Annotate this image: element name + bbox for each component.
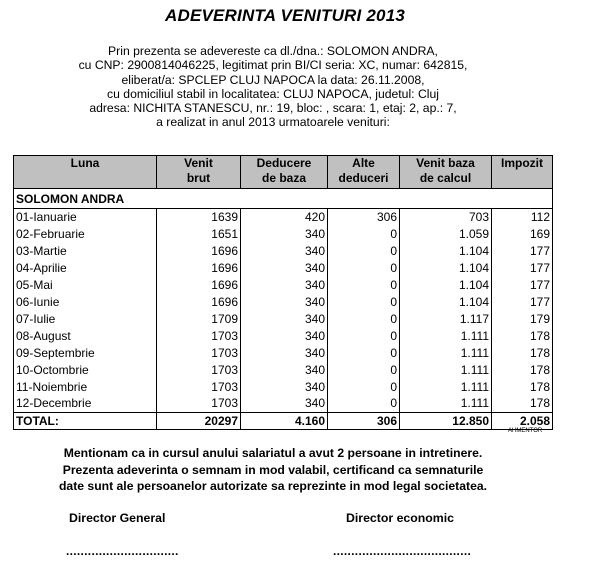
cell-other-deductions: 0 xyxy=(328,260,400,277)
cell-taxable-base: 1.104 xyxy=(400,260,492,277)
cell-tax: 177 xyxy=(492,260,553,277)
cell-month: 07-Iulie xyxy=(14,311,157,328)
cell-gross-income: 1703 xyxy=(157,345,241,362)
cell-other-deductions: 0 xyxy=(328,362,400,379)
cell-month: 08-August xyxy=(14,328,157,345)
document-title: ADEVERINTA VENITURI 2013 xyxy=(164,6,406,25)
cell-basic-deduction: 340 xyxy=(241,379,328,396)
cell-taxable-base: 1.059 xyxy=(400,226,492,243)
cell-other-deductions: 0 xyxy=(328,328,400,345)
table-row xyxy=(14,277,553,294)
cell-gross-income: 1703 xyxy=(157,396,241,413)
cell-tax: 177 xyxy=(492,294,553,311)
cell-month: 05-Mai xyxy=(14,277,157,294)
table-row xyxy=(14,396,553,413)
cell-other-deductions: 0 xyxy=(328,294,400,311)
cell-basic-deduction: 420 xyxy=(241,209,328,226)
cell-taxable-base: 1.104 xyxy=(400,294,492,311)
cell-tax: 177 xyxy=(492,243,553,260)
cell-taxable-base: 1.111 xyxy=(400,328,492,345)
cell-basic-deduction: 340 xyxy=(241,260,328,277)
table-row xyxy=(14,243,553,260)
cell-basic-deduction: 340 xyxy=(241,328,328,345)
cell-taxable-base: 1.111 xyxy=(400,345,492,362)
cell-tax: 178 xyxy=(492,396,553,413)
column-header-basic-deduction: Deducere de baza xyxy=(241,156,328,189)
intro-line: eliberat/a: SPCLEP CLUJ NAPOCA la data: 26.11.2008, xyxy=(121,72,425,87)
cell-tax: 178 xyxy=(492,345,553,362)
cell-taxable-base: 1.117 xyxy=(400,311,492,328)
cell-basic-deduction: 340 xyxy=(241,226,328,243)
cell-other-deductions: 306 xyxy=(328,209,400,226)
table-row xyxy=(14,345,553,362)
intro-line: a realizat in anul 2013 urmatoarele venituri: xyxy=(156,115,390,130)
cell-taxable-base: 703 xyxy=(400,209,492,226)
total-other-deductions: 306 xyxy=(328,413,400,430)
column-header-taxable-base: Venit baza de calcul xyxy=(400,156,492,189)
cell-gross-income: 1696 xyxy=(157,260,241,277)
cell-basic-deduction: 340 xyxy=(241,277,328,294)
cell-other-deductions: 0 xyxy=(328,277,400,294)
column-header-month: Luna xyxy=(14,156,157,189)
cell-gross-income: 1703 xyxy=(157,328,241,345)
cell-tax: 178 xyxy=(492,362,553,379)
note-line: Mentionam ca in cursul anului salariatul a avut 2 persoane in intretinere. xyxy=(63,446,483,460)
signature-title-director-general: Director General xyxy=(69,511,166,525)
watermark-small: AHMENTOR xyxy=(508,428,543,434)
cell-month: 02-Februarie xyxy=(14,226,157,243)
table-row xyxy=(14,311,553,328)
cell-month: 09-Septembrie xyxy=(14,345,157,362)
cell-taxable-base: 1.104 xyxy=(400,243,492,260)
cell-other-deductions: 0 xyxy=(328,243,400,260)
total-gross-income: 20297 xyxy=(157,413,241,430)
cell-month: 10-Octombrie xyxy=(14,362,157,379)
column-header-other-deductions: Alte deduceri xyxy=(328,156,400,189)
cell-other-deductions: 0 xyxy=(328,345,400,362)
table-row xyxy=(14,294,553,311)
table-row xyxy=(14,379,553,396)
note-line: Prezenta adeverinta o semnam in mod valabil, certificand ca semnaturile xyxy=(62,462,484,477)
total-tax: 2.058 xyxy=(492,413,553,430)
cell-basic-deduction: 340 xyxy=(241,345,328,362)
cell-other-deductions: 0 xyxy=(328,226,400,243)
cell-taxable-base: 1.111 xyxy=(400,379,492,396)
cell-month: 06-Iunie xyxy=(14,294,157,311)
cell-basic-deduction: 340 xyxy=(241,243,328,260)
column-header-tax: Impozit xyxy=(492,156,553,189)
intro-line: adresa: NICHITA STANESCU, nr.: 19, bloc: , scara: 1, etaj: 2, ap.: 7, xyxy=(89,101,457,116)
signature-title-director-economic: Director economic xyxy=(346,511,454,525)
table-row xyxy=(14,362,553,379)
note-line: date sunt ale persoanelor autorizate sa reprezinte in mod legal societatea. xyxy=(58,479,488,493)
table-row xyxy=(14,260,553,277)
cell-gross-income: 1709 xyxy=(157,311,241,328)
cell-tax: 177 xyxy=(492,277,553,294)
cell-tax: 169 xyxy=(492,226,553,243)
cell-other-deductions: 0 xyxy=(328,311,400,328)
intro-line: cu domiciliul stabil in localitatea: CLUJ NAPOCA, judetul: Cluj xyxy=(107,86,439,101)
cell-taxable-base: 1.104 xyxy=(400,277,492,294)
cell-gross-income: 1696 xyxy=(157,277,241,294)
cell-gross-income: 1703 xyxy=(157,362,241,379)
intro-line: cu CNP: 2900814046225, legitimat prin BI/CI seria: XC, numar: 642815, xyxy=(78,58,468,73)
employee-name-row xyxy=(14,189,553,209)
cell-gross-income: 1639 xyxy=(157,209,241,226)
intro-line: Prin prezenta se adevereste ca dl./dna.: SOLOMON ANDRA, xyxy=(108,44,438,58)
cell-basic-deduction: 340 xyxy=(241,311,328,328)
table-header-row xyxy=(14,156,553,189)
intro-paragraph xyxy=(0,44,546,130)
signature-line-director-general: ............................... xyxy=(66,544,179,558)
total-taxable-base: 12.850 xyxy=(400,413,492,430)
employee-name: SOLOMON ANDRA xyxy=(14,189,553,209)
cell-taxable-base: 1.111 xyxy=(400,396,492,413)
cell-tax: 178 xyxy=(492,379,553,396)
total-label: TOTAL: xyxy=(14,413,157,430)
cell-gross-income: 1696 xyxy=(157,294,241,311)
cell-basic-deduction: 340 xyxy=(241,396,328,413)
cell-month: 12-Decembrie xyxy=(14,396,157,413)
total-basic-deduction: 4.160 xyxy=(241,413,328,430)
cell-month: 01-Ianuarie xyxy=(14,209,157,226)
table-row xyxy=(14,328,553,345)
income-table xyxy=(13,155,553,430)
table-row xyxy=(14,226,553,243)
cell-month: 04-Aprilie xyxy=(14,260,157,277)
note-paragraph xyxy=(0,445,546,495)
cell-taxable-base: 1.111 xyxy=(400,362,492,379)
cell-tax: 112 xyxy=(492,209,553,226)
cell-other-deductions: 0 xyxy=(328,396,400,413)
cell-other-deductions: 0 xyxy=(328,379,400,396)
cell-gross-income: 1651 xyxy=(157,226,241,243)
cell-tax: 179 xyxy=(492,311,553,328)
cell-gross-income: 1703 xyxy=(157,379,241,396)
cell-basic-deduction: 340 xyxy=(241,294,328,311)
cell-month: 11-Noiembrie xyxy=(14,379,157,396)
table-row xyxy=(14,209,553,226)
cell-tax: 178 xyxy=(492,328,553,345)
cell-gross-income: 1696 xyxy=(157,243,241,260)
cell-basic-deduction: 340 xyxy=(241,362,328,379)
total-row xyxy=(14,413,553,430)
signature-line-director-economic: ...................................... xyxy=(333,544,472,558)
cell-month: 03-Martie xyxy=(14,243,157,260)
column-header-gross-income: Venit brut xyxy=(157,156,241,189)
